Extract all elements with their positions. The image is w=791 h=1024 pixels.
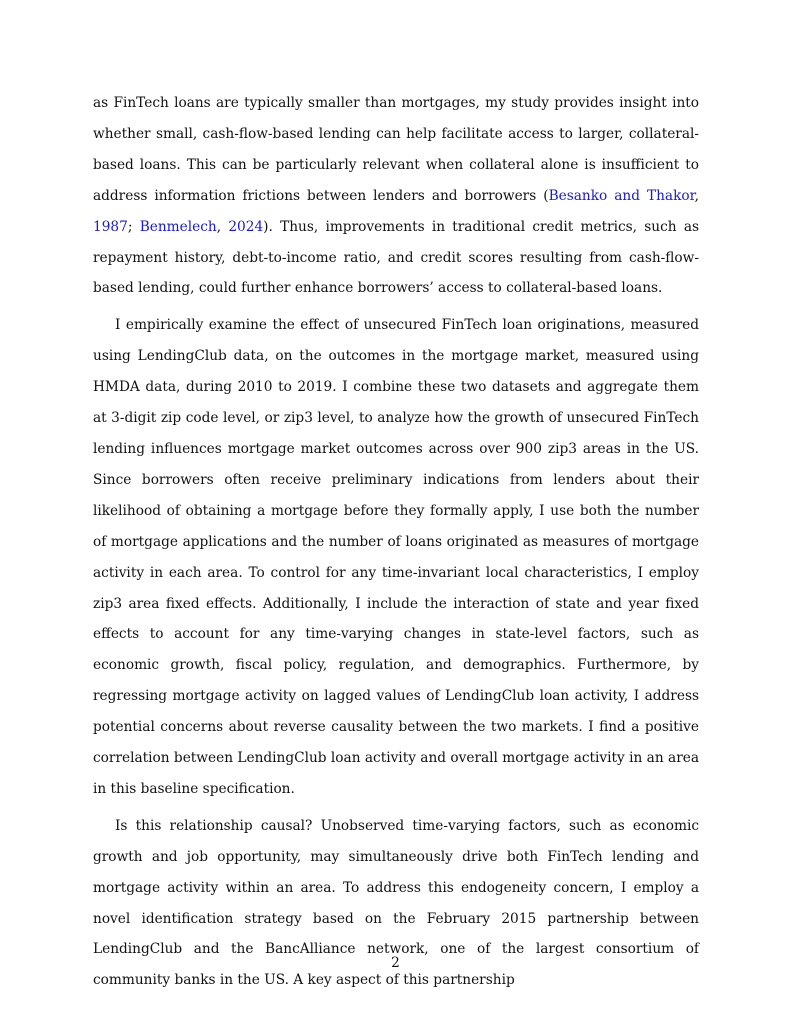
citation-separator: , xyxy=(694,187,700,204)
citation-besanko-thakor[interactable]: Besanko and Thakor xyxy=(548,187,695,204)
paper-body xyxy=(93,88,699,996)
citation-separator: ; xyxy=(127,218,140,235)
citation-separator: , xyxy=(216,218,229,235)
paragraph-1-text-a: as FinTech loans are typically smaller than mortgages, my study provides insight into whether small, cash-flow-based lending can help facilitate access to larger, collateral-based loans. This can be particularly relevant when collateral alone is insufficient to address information frictions between lenders and borrowers ( xyxy=(93,95,699,204)
paragraph-1 xyxy=(93,88,699,304)
citation-besanko-thakor-year[interactable]: 1987 xyxy=(93,218,128,235)
paragraph-3: Is this relationship causal? Unobserved time-varying factors, such as economic growth and job opportunity, may simultaneously drive both FinTech lending and mortgage activity within an area. To address this endogeneity concern, I employ a novel identification strategy based on the February 2015 partnership between LendingClub and the BancAlliance network, one of the largest consortium of community banks in the US. A key aspect of this partnership xyxy=(93,817,699,989)
paragraph-2: I empirically examine the effect of unsecured FinTech loan originations, measured using LendingClub data, on the outcomes in the mortgage market, measured using HMDA data, during 2010 to 2019. I combine these two datasets and aggregate them at 3-digit zip code level, or zip3 level, to analyze how the growth of unsecured FinTech lending influences mortgage market outcomes across over 900 zip3 areas in the US. Since borrowers often receive preliminary indications from lenders about their likelihood of obtaining a mortgage before they formally apply, I use both the number of mortgage applications and the number of loans originated as measures of mortgage activity in each area. To control for any time-invariant local characteristics, I employ zip3 area fixed effects. Additionally, I include the interaction of state and year fixed effects to account for any time-varying changes in state-level factors, such as economic growth, fiscal policy, regulation, and demographics. Furthermore, by regressing mortgage activity on lagged values of LendingClub loan activity, I address potential concerns about reverse causality between the two markets. I find a positive correlation between LendingClub loan activity and overall mortgage activity in an area in this baseline specification. xyxy=(93,317,699,797)
paragraph-1-text-b: ). Thus, improvements in traditional credit metrics, such as repayment history, debt-to-income ratio, and credit scores resulting from cash-flow-based lending, could further enhance borrowers’ access to collateral-based loans. xyxy=(93,218,700,297)
citation-benmelech-year[interactable]: 2024 xyxy=(228,218,264,235)
citation-benmelech[interactable]: Benmelech xyxy=(139,218,217,235)
page-number: 2 xyxy=(391,955,400,971)
